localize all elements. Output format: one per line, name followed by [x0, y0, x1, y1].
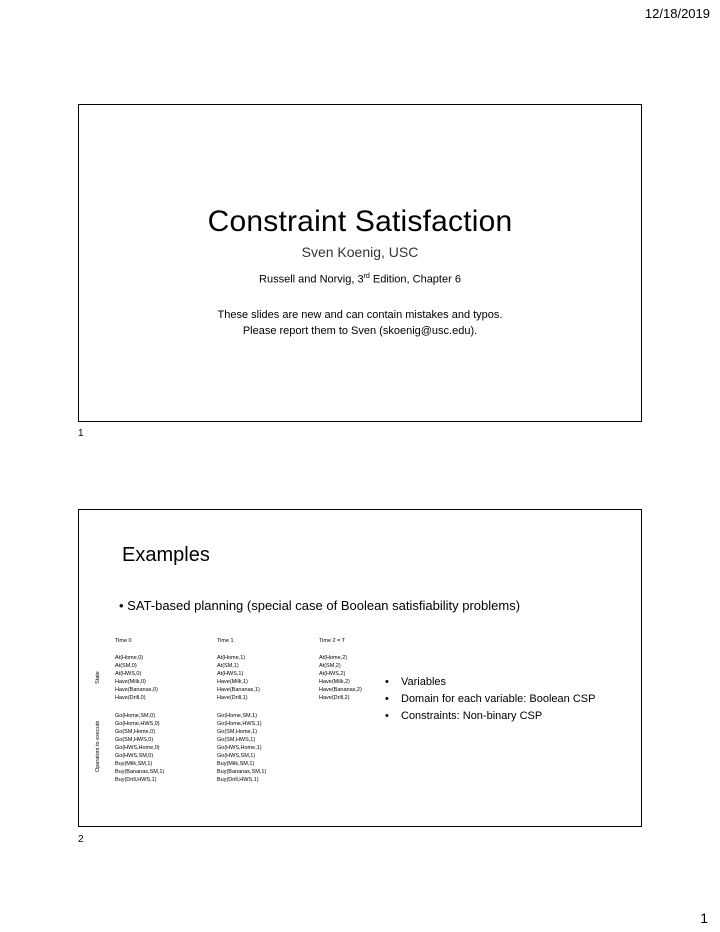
- note-line-1: These slides are new and can contain mistakes and typos.: [217, 309, 503, 321]
- list-item: Have(Milk,2): [319, 679, 350, 685]
- slide-1-title: Constraint Satisfaction: [207, 205, 513, 238]
- list-item: Buy(Milk,SM,1): [217, 761, 255, 767]
- slide-1-subtitle: Sven Koenig, USC: [301, 244, 419, 260]
- print-date: 12/18/2019: [644, 6, 710, 21]
- list-item: Go(Home,SM,1): [217, 713, 258, 719]
- slide-2-number: 2: [78, 834, 84, 845]
- citation-text-end: Edition, Chapter 6: [369, 273, 461, 286]
- list-item: At(HWS,2): [319, 671, 346, 677]
- row-label-operators: Operators to execute: [95, 720, 101, 772]
- slide-1: [78, 104, 642, 422]
- list-item: Buy(Bananas,SM,1): [115, 769, 165, 775]
- state-column-0: [115, 654, 158, 702]
- bullet-domain: • Domain for each variable: Boolean CSP: [385, 691, 595, 708]
- table-header-time-1: Time 1: [217, 638, 234, 644]
- slide-2-bullet: • SAT-based planning (special case of Boolean satisfiability problems): [119, 598, 521, 613]
- slide-2: [78, 509, 642, 827]
- citation-text: Russell and Norvig, 3: [259, 273, 364, 286]
- state-column-1: [217, 654, 260, 702]
- list-item: At(Home,0): [115, 655, 144, 661]
- note-line-2: Please report them to Sven (skoenig@usc.edu).: [242, 325, 478, 337]
- table-header-time-0: Time 0: [115, 638, 132, 644]
- list-item: Have(Drill,0): [115, 695, 146, 701]
- list-item: Go(Home,HWS,0): [115, 721, 160, 727]
- list-item: At(Home,2): [319, 655, 348, 661]
- list-item: Have(Bananas,2): [319, 687, 362, 693]
- list-item: Buy(Drill,HWS,1): [217, 777, 259, 783]
- list-item: Have(Drill,1): [217, 695, 248, 701]
- row-label-state: State: [95, 671, 101, 684]
- list-item: Have(Milk,0): [115, 679, 146, 685]
- list-item: Go(SM,HWS,0): [115, 737, 154, 743]
- list-item: At(SM,0): [115, 663, 137, 669]
- operator-column-0: [115, 712, 164, 784]
- list-item: Go(HWS,SM,1): [217, 753, 256, 759]
- list-item: Have(Milk,1): [217, 679, 248, 685]
- list-item: Go(HWS,Home,0): [115, 745, 160, 751]
- csp-bullets: [385, 674, 595, 725]
- list-item: Buy(Bananas,SM,1): [217, 769, 267, 775]
- list-item: At(HWS,1): [217, 671, 244, 677]
- bullet-constraints: • Constraints: Non-binary CSP: [385, 708, 595, 725]
- slide-1-citation: [79, 273, 641, 286]
- list-item: Go(SM,HWS,1): [217, 737, 256, 743]
- operator-column-1: [217, 712, 266, 784]
- bullet-variables: • Variables: [385, 674, 595, 691]
- list-item: Go(SM,Home,1): [217, 729, 258, 735]
- list-item: At(HWS,0): [115, 671, 142, 677]
- list-item: Have(Bananas,0): [115, 687, 158, 693]
- list-item: Go(HWS,SM,0): [115, 753, 154, 759]
- slide-2-title: Examples: [122, 544, 210, 566]
- list-item: Have(Drill,2): [319, 695, 350, 701]
- list-item: Buy(Milk,SM,1): [115, 761, 153, 767]
- list-item: At(SM,1): [217, 663, 239, 669]
- state-column-2: [319, 654, 362, 702]
- table-header-time-2: Time 2 = T: [319, 638, 346, 644]
- list-item: Go(Home,HWS,1): [217, 721, 262, 727]
- list-item: Go(HWS,Home,1): [217, 745, 262, 751]
- slide-1-note: [79, 307, 641, 339]
- list-item: At(Home,1): [217, 655, 246, 661]
- citation-superscript: rd: [363, 273, 370, 280]
- list-item: Go(SM,Home,0): [115, 729, 156, 735]
- list-item: Have(Bananas,1): [217, 687, 260, 693]
- list-item: Go(Home,SM,0): [115, 713, 156, 719]
- page-number: 1: [700, 910, 708, 926]
- slide-1-number: 1: [78, 428, 84, 439]
- list-item: At(SM,2): [319, 663, 341, 669]
- list-item: Buy(Drill,HWS,1): [115, 777, 157, 783]
